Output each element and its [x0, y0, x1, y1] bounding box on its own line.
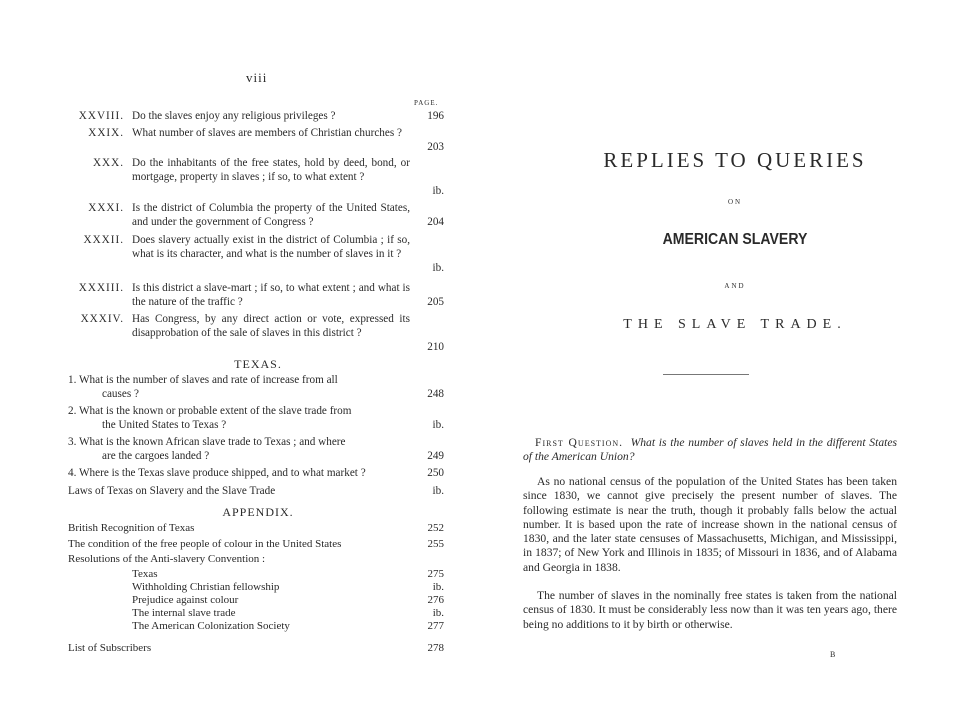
- signature-mark: B: [830, 650, 836, 659]
- toc-page: 203: [427, 141, 444, 153]
- answer-paragraph-1: As no national census of the population of the United States has been taken since 1830, we cannot give precisely the present number of slaves. The following estimate is near the truth, though it probably falls below the actual number. It is based upon the rate of increase shown in the national census of 1830, and the later state censuses of Massachusetts, Michigan, and Mississippi, in 1837; of New York and Illinois in 1835; of Missouri in 1836, and of Alabama and Georgia in 1838.: [523, 475, 897, 574]
- texas-entry: [68, 435, 448, 463]
- left-page: viii PAGE. XXVIII. Do the slaves enjoy any religious privileges ? 196 XXIX. What number of slaves are members of Christian churches ? 203 XXX. Do the inhabitants of the free states, hold by deed, bond, or mortgage, property in slaves ; if so, to what extent ? ib. XXXI. Is the district of Columbia the property of the United States, and under the government of Congress ? 204 XXXII. Does slavery actually exist in the district of Columbia ; if so, what is its character, and what is the number of slaves in it ? ib. XXXIII. Is this district a slave-mart ; if so, to what extent ; and what is the nature of the traffic ? 205 XXXIV. Has Congress, by any direct action or vote, expressed its disapprobation of the sale of slaves in this district ? 210 TEXAS. 1. What is the number of slaves and rate of increase from all causes ? 248 2. What is the known or probable extent of the slave trade from the United States to Texas ? ib. 3. What is the known African slave trade to Texas ; and where are the cargoes landed ? 249 4. Where is the Texas slave produce shipped, and to what market ? 250 Laws of Texas on Slavery and the Slave Trade ib. APPENDIX. British Recognition of Texas 252 The condition of the free people of colour in the United States 255 Resolutions of the Anti-slavery Convention : Texas 275 Withholding Christian fellowship ib. Prejudice against colour 276 The internal slave trade ib. The American Colonization Society 277 List of Subscribers 278: [0, 0, 490, 710]
- toc-entry: [68, 202, 448, 230]
- section-heading-texas: TEXAS.: [234, 357, 282, 371]
- texas-entry-text: Laws of Texas on Slavery and the Slave Trade: [68, 485, 276, 497]
- question-text: What is the number of slaves held in the different States of the American Union?: [523, 436, 897, 464]
- toc-number: XXXIV.: [80, 313, 124, 325]
- toc-entry: [68, 157, 448, 199]
- texas-entry: [68, 404, 448, 432]
- texas-entry-page: 250: [427, 467, 444, 479]
- main-title: REPLIES TO QUERIES: [603, 148, 867, 172]
- texas-entry-text: 1. What is the number of slaves and rate of increase from all causes ?: [68, 374, 338, 400]
- toc-entry: [68, 110, 448, 124]
- toc-page: 210: [427, 341, 444, 353]
- texas-entry-page: 249: [427, 450, 444, 462]
- toc-page: 205: [427, 296, 444, 308]
- toc-entry: [68, 234, 448, 276]
- third-title: THE SLAVE TRADE.: [623, 317, 847, 332]
- toc-question: Do the slaves enjoy any religious privileges ?: [132, 110, 336, 122]
- toc-number: XXX.: [92, 157, 124, 169]
- toc-page: 204: [427, 216, 444, 228]
- toc-number: XXIX.: [88, 127, 124, 139]
- texas-entry-text: 3. What is the known African slave trade to Texas ; and where are the cargoes landed ?: [68, 436, 346, 462]
- page-folio: viii: [246, 70, 268, 85]
- toc-page: ib.: [432, 185, 444, 197]
- toc-number: XXVIII.: [78, 110, 124, 122]
- texas-entry-text: 2. What is the known or probable extent of the slave trade from the United States to Texas ?: [68, 405, 352, 431]
- toc-number: XXXII.: [83, 234, 124, 246]
- toc-question: Do the inhabitants of the free states, hold by deed, bond, or mortgage, property in slaves ; if so, to what extent ?: [132, 157, 410, 183]
- texas-entry-page: 248: [427, 388, 444, 400]
- texas-entry-page: ib.: [432, 485, 444, 497]
- first-question: [523, 436, 897, 465]
- toc-page: 196: [427, 110, 444, 122]
- toc-page: ib.: [432, 262, 444, 274]
- page-column-header: PAGE.: [414, 99, 439, 107]
- toc-question: Has Congress, by any direct action or vote, expressed its disapprobation of the sale of slaves in this district ?: [132, 313, 410, 339]
- texas-entry-text: 4. Where is the Texas slave produce shipped, and to what market ?: [68, 467, 366, 479]
- toc-number: XXXI.: [88, 202, 124, 214]
- toc-question: Is the district of Columbia the property of the United States, and under the government of Congress ?: [132, 202, 410, 228]
- question-label: First Question.: [535, 436, 624, 449]
- toc-question: Does slavery actually exist in the district of Columbia ; if so, what is its character, and what is the number of slaves in it ?: [132, 234, 410, 260]
- title-connector-and: AND: [724, 282, 746, 290]
- title-connector-on: ON: [727, 198, 743, 206]
- toc-entry: [68, 313, 448, 355]
- toc-number: XXXIII.: [78, 282, 124, 294]
- toc-entry: [68, 282, 448, 310]
- texas-entry: [68, 466, 448, 480]
- texas-entry: [68, 484, 448, 498]
- right-page: [490, 0, 980, 710]
- answer-paragraph-2: The number of slaves in the nominally free states is taken from the national census of 1830. It must be considerably less now than it was ten years ago, there being no additions to it by birth or otherwise.: [523, 589, 897, 631]
- texas-entry: [68, 373, 448, 401]
- toc-question: Is this district a slave-mart ; if so, to what extent ; and what is the nature of the traffic ?: [132, 282, 410, 308]
- divider-rule: [663, 374, 749, 375]
- toc-question: What number of slaves are members of Christian churches ?: [132, 127, 402, 139]
- texas-entry-page: ib.: [432, 419, 444, 431]
- section-heading-appendix: APPENDIX.: [222, 505, 294, 519]
- toc-entry: [68, 127, 448, 155]
- subtitle: AMERICAN SLAVERY: [662, 231, 808, 248]
